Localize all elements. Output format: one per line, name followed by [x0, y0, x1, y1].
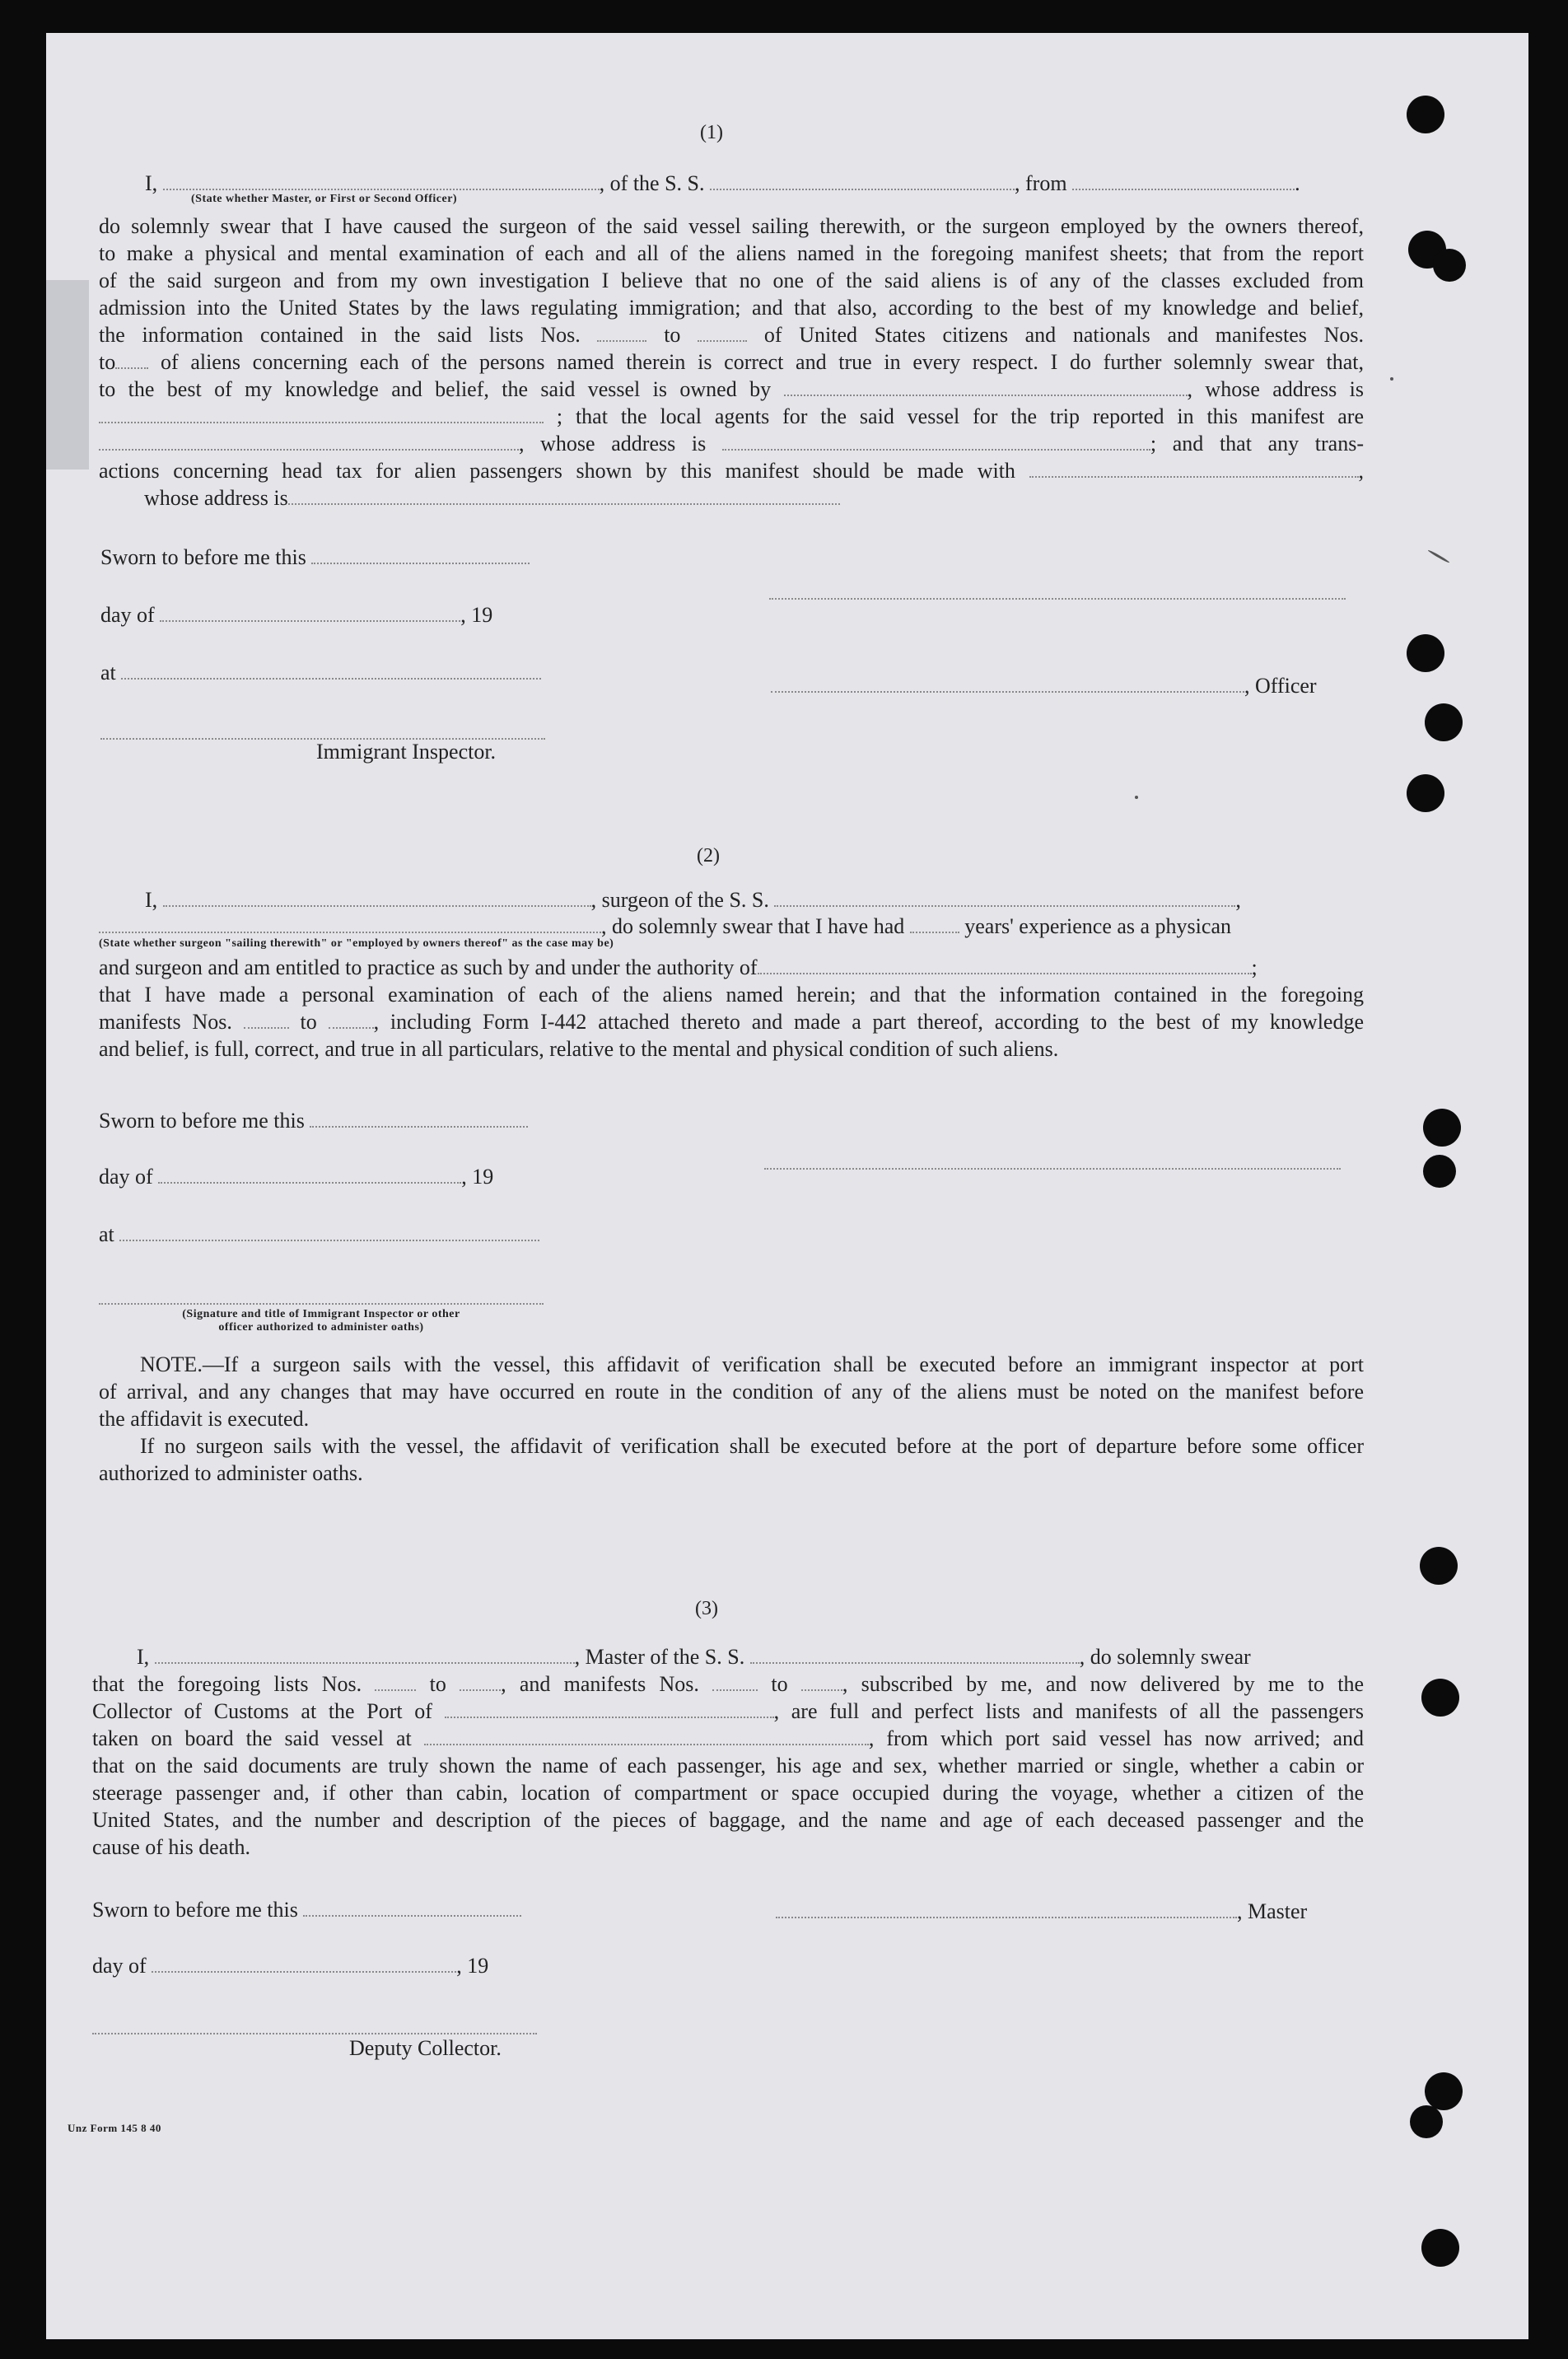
section-1-heading: (1) [700, 122, 723, 143]
binder-hole [1425, 703, 1463, 741]
section-3-sworn: Sworn to before me this [92, 1896, 521, 1923]
section-1-body: do solemnly swear that I have caused the surgeon of the said vessel sailing therewith, or the surgeon employed by the owners thereof, to make a physical and mental examination of each and all of the aliens named in the foregoing manifest sheets; that from the report of the said surgeon and from my own investigation I believe that no one of the said aliens is of any of the classes excluded from admission into the United States by the laws regulating immigration; and that also, according to the best of my knowledge and belief, the information contained in the said lists Nos. to of United States citizens and nationals and manifestes Nos. to of aliens concerning each of the persons named therein is correct and true in every respect. I do further solemnly swear that, to the best of my knowledge and belief, the said vessel is owned by , whose address is ; that the local agents for the said vessel for the trip reported in this manifest are , whose address is ; and that any trans- actions concerning head tax for alien passengers shown by this manifest should be made with , whose address is [99, 214, 1365, 510]
binder-hole [1425, 2072, 1463, 2110]
section-2-signature-line [764, 1168, 1341, 1170]
binder-hole [1420, 1547, 1458, 1585]
binder-hole [1421, 2229, 1459, 2267]
section-1-officer-note: (State whether Master, or First or Second Officer) [191, 193, 458, 205]
section-3-collector-label: Deputy Collector. [349, 2036, 502, 2060]
scan-speck [1390, 377, 1393, 381]
section-1-day: day of , 19 [100, 603, 493, 627]
section-1-at: at [100, 659, 541, 686]
section-3-heading: (3) [695, 1598, 718, 1619]
section-2-line-1: I, , surgeon of the S. S. , [145, 888, 1241, 912]
binder-hole [1423, 1155, 1456, 1188]
section-1-line-1: I, , of the S. S. , from . [145, 171, 1300, 195]
binder-hole [1433, 249, 1466, 282]
binder-hole [1407, 774, 1444, 812]
section-2-day: day of , 19 [99, 1165, 494, 1189]
section-2-at: at [99, 1221, 539, 1248]
binder-hole [1410, 2105, 1443, 2138]
section-2-surgeon-note: (State whether surgeon "sailing therewith" or "employed by owners thereof" as the case may be) [99, 937, 614, 950]
section-2-inspector-line [99, 1303, 544, 1305]
section-2-note: NOTE.—If a surgeon sails with the vessel, this affidavit of verification shall be executed before an immigrant inspector at port of arrival, and any changes that may have occurred en route in the condition of any of the aliens must be noted on the manifest before the affidavit is executed. If no surgeon sails with the vessel, the affidavit of verification shall be executed before at the port of departure before some officer authorized to administer oaths. [99, 1352, 1364, 1485]
scan-stain [46, 280, 89, 469]
binder-hole [1407, 96, 1444, 133]
section-2-sworn: Sworn to before me this [99, 1107, 528, 1134]
section-1-signature-line [769, 598, 1346, 600]
section-2-line-2: , do solemnly swear that I have had years' experience as a physican [99, 913, 1364, 940]
section-1-inspector-label: Immigrant Inspector. [316, 740, 497, 764]
section-1-sworn: Sworn to before me this [100, 544, 530, 571]
section-2-signature-note: (Signature and title of Immigrant Inspector or other officer authorized to administer oaths) [182, 1308, 460, 1334]
scan-speck [1135, 796, 1138, 799]
section-2-heading: (2) [697, 845, 720, 867]
form-id: Unz Form 145 8 40 [68, 2122, 161, 2134]
binder-hole [1407, 634, 1444, 672]
document-page [46, 33, 1528, 2339]
section-1-officer-signature: , Officer [771, 672, 1317, 699]
section-3-master-signature: , Master [776, 1898, 1307, 1925]
binder-hole [1423, 1109, 1461, 1147]
section-2-body: and surgeon and am entitled to practice as such by and under the authority of ; that I have made a personal examination of each of the aliens named herein; and that the information contained in the foregoing manifests Nos. to , including Form I-442 attached thereto and made a part thereof, according to the best of my knowledge and belief, is full, correct, and true in all particulars, relative to the mental and physical condition of such aliens. [99, 955, 1365, 1061]
scan-speck [1427, 549, 1449, 564]
section-3-body: that the foregoing lists Nos. to , and manifests Nos. to , subscribed by me, and now delivered by me to the Collector of Customs at the Port of , are full and perfect lists and manifests of all the passengers taken on board the said vessel at , from which port said vessel has now arrived; and that on the said documents are truly shown the name of each passenger, his age and sex, whether married or single, whether a cabin or steerage passenger and, if other than cabin, location of compartment or space occupied during the voyage, whether a citizen of the United States, and the number and description of the pieces of baggage, and the name and age of each deceased passenger and the cause of his death. [92, 1672, 1365, 1859]
section-3-line-1: I, , Master of the S. S. , do solemnly swear [137, 1645, 1251, 1669]
section-3-day: day of , 19 [92, 1954, 489, 1978]
binder-hole [1421, 1679, 1459, 1717]
